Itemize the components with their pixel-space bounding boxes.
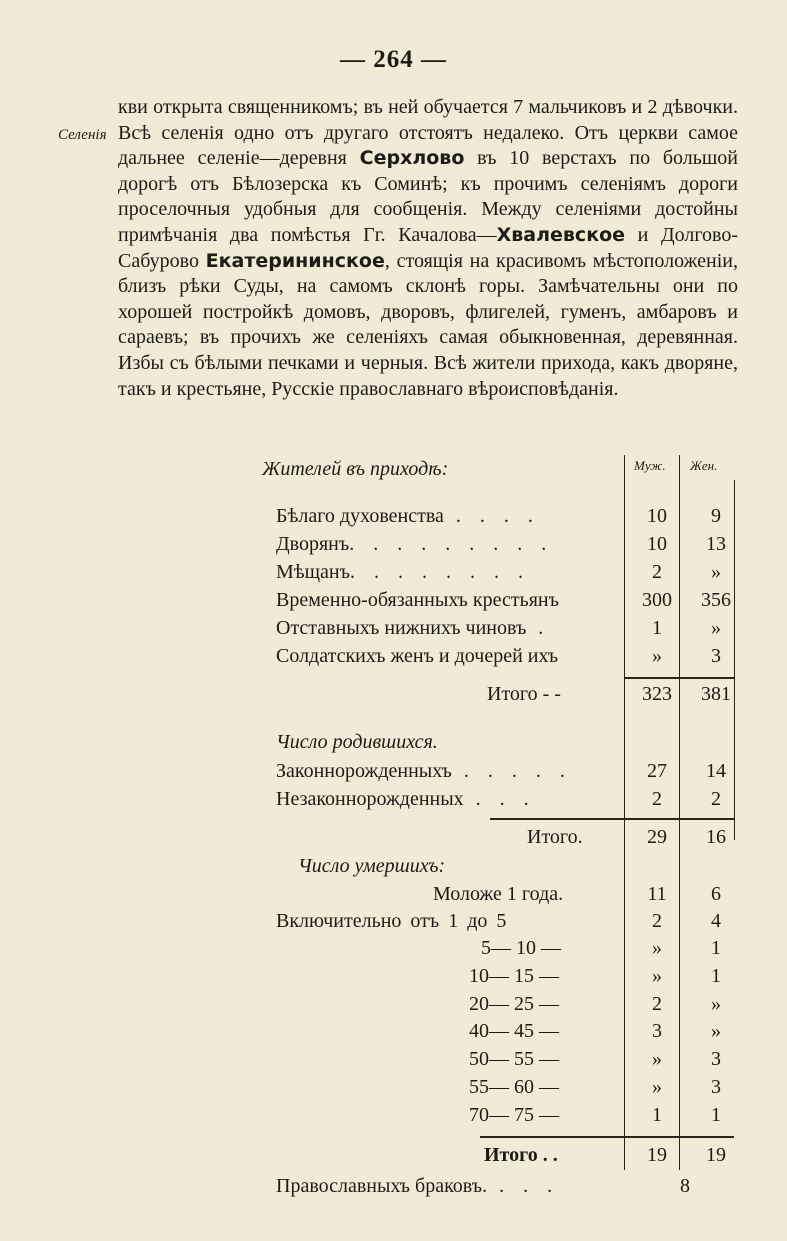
total-rule: [490, 818, 734, 820]
row-label: 10— 15 —: [469, 965, 559, 987]
marriages-count: 8: [680, 1175, 690, 1197]
table-row: [0, 962, 787, 990]
row-label: Моложе 1 года.: [433, 883, 564, 905]
male-count: 2: [652, 561, 662, 583]
row-label: Дворянъ: [276, 533, 350, 555]
female-total: 381: [701, 683, 731, 705]
residents-heading: Жителей въ приходѣ:: [262, 458, 449, 480]
female-count: 3: [711, 645, 721, 667]
female-total: 16: [706, 826, 726, 848]
paragraph-text: въ 10 верстахъ по большой дорогѣ отъ Бѣлозерска къ Соминѣ; къ прочимъ селеніямъ дороги проселочныя удобныя для сообщенія. Между селеніями достойны примѣчанія два помѣстья Гг. Качалова—: [118, 147, 738, 246]
male-total: 19: [647, 1144, 667, 1166]
male-count: 3: [652, 1020, 662, 1042]
male-count: »: [652, 1048, 662, 1070]
row-dots: . . . .: [443, 505, 540, 527]
female-count: 1: [711, 937, 721, 959]
total-label: Итого - -: [487, 683, 561, 705]
table-row: [0, 757, 787, 785]
male-count: »: [652, 645, 662, 667]
marriages-row: [0, 1172, 787, 1200]
female-count: »: [711, 1020, 721, 1042]
row-label: Отставныхъ нижнихъ чиновъ: [276, 617, 527, 639]
table-row: [0, 1073, 787, 1101]
female-count: 6: [711, 883, 721, 905]
row-dots: . . . . . . . .: [349, 561, 530, 583]
male-count: »: [652, 965, 662, 987]
estate-name: Екатерининское: [205, 249, 385, 272]
male-count: 10: [647, 533, 667, 555]
male-count: 2: [652, 993, 662, 1015]
paragraph-text: и Долгово-Сабурово: [118, 223, 738, 272]
male-count: »: [652, 1076, 662, 1098]
table-row: [0, 990, 787, 1018]
row-label: Включительно отъ 1 до 5: [276, 910, 507, 932]
female-count: 1: [711, 1104, 721, 1126]
row-label: Православныхъ браковъ.: [276, 1175, 488, 1197]
male-count: 1: [652, 617, 662, 639]
estate-name: Хвалевское: [496, 223, 626, 246]
table-row: [0, 785, 787, 813]
male-count: 10: [647, 505, 667, 527]
table-row: [0, 934, 787, 962]
table-row: [0, 1017, 787, 1045]
row-label: 40— 45 —: [469, 1020, 559, 1042]
row-label: 55— 60 —: [469, 1076, 559, 1098]
female-count: »: [711, 617, 721, 639]
table-row: [0, 1045, 787, 1073]
row-label: Солдатскихъ женъ и дочерей ихъ: [276, 645, 559, 667]
female-count: 4: [711, 910, 721, 932]
table-row: [0, 642, 787, 670]
total-row: [0, 1141, 787, 1169]
row-dots: . . . . . . . . .: [349, 533, 554, 555]
row-label: 20— 25 —: [469, 993, 559, 1015]
total-row: [0, 680, 787, 708]
female-count: »: [711, 561, 721, 583]
deaths-heading: Число умершихъ:: [298, 855, 446, 877]
paragraph-text: , стоящія на красивомъ мѣстоположеніи, близъ рѣки Суды, на самомъ склонѣ горы. Замѣчательны они по хорошей постройкѣ домовъ, дворовъ, флигелей, гуменъ, амбаровъ и сараевъ; въ прочихъ же селеніяхъ самая обыкновенная, деревянная. Избы съ бѣлыми печками и черныя. Всѣ жители прихода, какъ дворяне, такъ и крестьяне, Русскіе православнаго вѣроисповѣданія.: [118, 249, 738, 400]
row-label: Незаконнорожденных: [276, 788, 464, 810]
female-count: 2: [711, 788, 721, 810]
table-row: [0, 530, 787, 558]
male-count: 11: [647, 883, 667, 905]
female-count: 14: [706, 760, 726, 782]
row-label: Временно-обязанныхъ крестьянъ: [276, 589, 559, 611]
table-row: [0, 907, 787, 935]
male-count: 2: [652, 910, 662, 932]
total-label: Итого.: [527, 826, 583, 848]
row-dots: . . .: [487, 1175, 560, 1197]
village-name: Серхлово: [359, 147, 465, 170]
row-dots: .: [526, 617, 551, 639]
female-count: 3: [711, 1048, 721, 1070]
row-dots: . . . . .: [451, 760, 572, 782]
female-count: 9: [711, 505, 721, 527]
page-number: — 264 —: [340, 46, 447, 73]
row-label: Мѣщанъ: [276, 561, 350, 583]
row-label: 50— 55 —: [469, 1048, 559, 1070]
female-count: 13: [706, 533, 726, 555]
female-count: »: [711, 993, 721, 1015]
births-heading: Число родившихся.: [276, 731, 438, 753]
row-dots: . . .: [463, 788, 536, 810]
table-row: [0, 880, 787, 908]
table-row: [0, 586, 787, 614]
total-rule: [624, 677, 734, 679]
female-count: 1: [711, 965, 721, 987]
table-row: [0, 1101, 787, 1129]
row-label: 5— 10 —: [481, 937, 561, 959]
total-row: [0, 823, 787, 851]
total-label: Итого . .: [484, 1144, 558, 1166]
female-count: 3: [711, 1076, 721, 1098]
table-row: [0, 558, 787, 586]
margin-note: Селенія: [58, 127, 107, 143]
female-count: 356: [701, 589, 731, 611]
male-count: »: [652, 937, 662, 959]
male-count: 1: [652, 1104, 662, 1126]
row-label: Законнорожденныхъ: [276, 760, 452, 782]
table-row: [0, 614, 787, 642]
row-label: Бѣлаго духовенства: [276, 505, 444, 527]
row-label: 70— 75 —: [469, 1104, 559, 1126]
male-count: 27: [647, 760, 667, 782]
paragraph-text: кви открыта священникомъ; въ ней обучается 7 мальчиковъ и 2 дѣвочки. Всѣ селенія одно отъ другаго отстоятъ недалеко. Отъ церкви самое дальнее селеніе—деревня: [118, 96, 738, 170]
column-header-male: Муж.: [634, 458, 666, 473]
male-total: 29: [647, 826, 667, 848]
total-rule: [480, 1136, 734, 1138]
table-row: [0, 502, 787, 530]
male-count: 2: [652, 788, 662, 810]
column-header-female: Жен.: [690, 458, 718, 473]
male-total: 323: [642, 683, 672, 705]
female-total: 19: [706, 1144, 726, 1166]
male-count: 300: [642, 589, 672, 611]
